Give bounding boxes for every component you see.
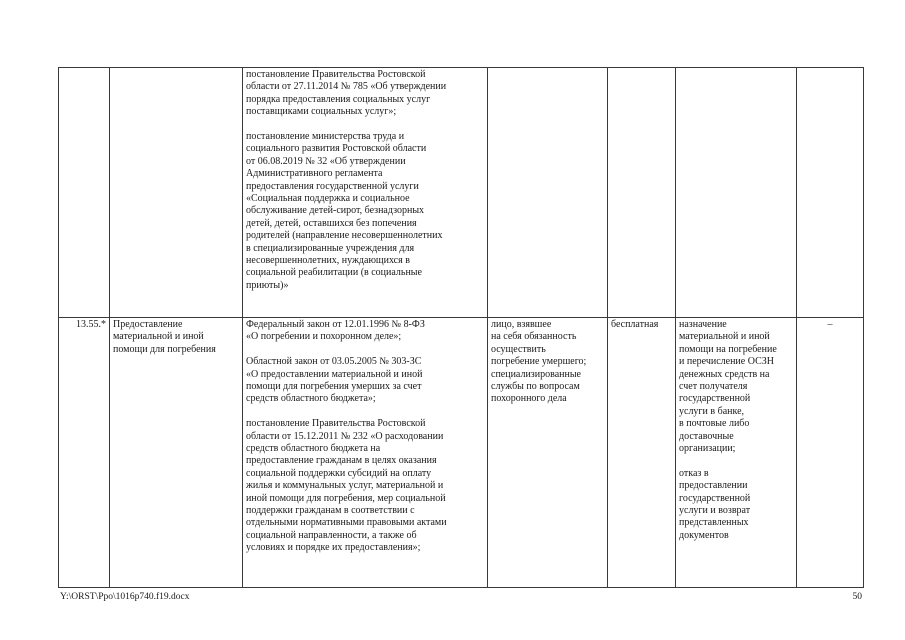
result-paragraph: отказ в предоставлении государственной услуги и возврат представленных документов — [679, 467, 751, 541]
legal-doc-paragraph: Федеральный закон от 12.01.1996 № 8-ФЗ «О погребении и похоронном деле»; — [246, 319, 425, 343]
table-row-continuation — [59, 68, 864, 318]
cell-last — [797, 318, 864, 588]
dash-text: – — [827, 319, 833, 330]
service-name: Предоставление материальной и иной помощи для погребения — [113, 319, 216, 355]
fee-text: бесплатная — [611, 319, 659, 330]
services-table — [58, 67, 864, 588]
cell-result — [676, 68, 797, 318]
cell-last — [797, 68, 864, 318]
cell-number — [59, 68, 110, 318]
page-number: 50 — [852, 592, 862, 602]
cell-number — [59, 318, 110, 588]
cell-legal-docs — [243, 318, 488, 588]
cell-recipient — [488, 68, 608, 318]
cell-service — [110, 68, 243, 318]
legal-doc-paragraph: постановление Правительства Ростовской области от 27.11.2014 № 785 «Об утверждении порядка предоставления социальных услуг поставщиками социальных услуг»; — [246, 69, 447, 118]
result-paragraph: назначение материальной и иной помощи на погребение и перечисление ОСЗН денежных средств на счет получателя государственной услуги в банке, в почтовые либо доставочные организации; — [679, 319, 777, 455]
cell-recipient — [488, 318, 608, 588]
legal-doc-paragraph: Областной закон от 03.05.2005 № 303-ЗС «О предоставлении материальной и иной помощи для погребения умерших за счет средств областного бюджета»; — [246, 356, 423, 405]
cell-service — [110, 318, 243, 588]
cell-fee — [608, 68, 676, 318]
file-path: Y:\ORST\Ppo\1016p740.f19.docx — [60, 592, 190, 602]
page-footer — [60, 590, 862, 604]
recipient-text: лицо, взявшее на себя обязанность осуществить погребение умершего; специализированные службы по вопросам похоронного дела — [491, 319, 587, 405]
service-number: 13.55.* — [76, 319, 106, 330]
legal-doc-paragraph: постановление министерства труда и социального развития Ростовской области от 06.08.2019 № 32 «Об утверждении Административного регламента предоставления государственной услуги «Социальная поддержка и социальное обслуживание детей-сирот, безнадзорных детей, детей, оставшихся без попечения родителей (направление несовершеннолетних в специализированные учреждения для несовершеннолетних, нуждающихся в социальной реабилитации (в социальные приюты)» — [246, 131, 443, 291]
cell-legal-docs — [243, 68, 488, 318]
legal-doc-paragraph: постановление Правительства Ростовской области от 15.12.2011 № 232 «О расходовании средств областного бюджета на предоставление гражданам в целях оказания социальной поддержки субсидий на оплату жилья и коммунальных услуг, материальной и иной помощи для погребения, мер социальной поддержки гражданам в соответствии с отдельными нормативными правовыми актами социальной направленности, а также об условиях и порядке их предоставления»; — [246, 418, 447, 554]
table-row-13-55 — [59, 318, 864, 588]
cell-result — [676, 318, 797, 588]
cell-fee — [608, 318, 676, 588]
